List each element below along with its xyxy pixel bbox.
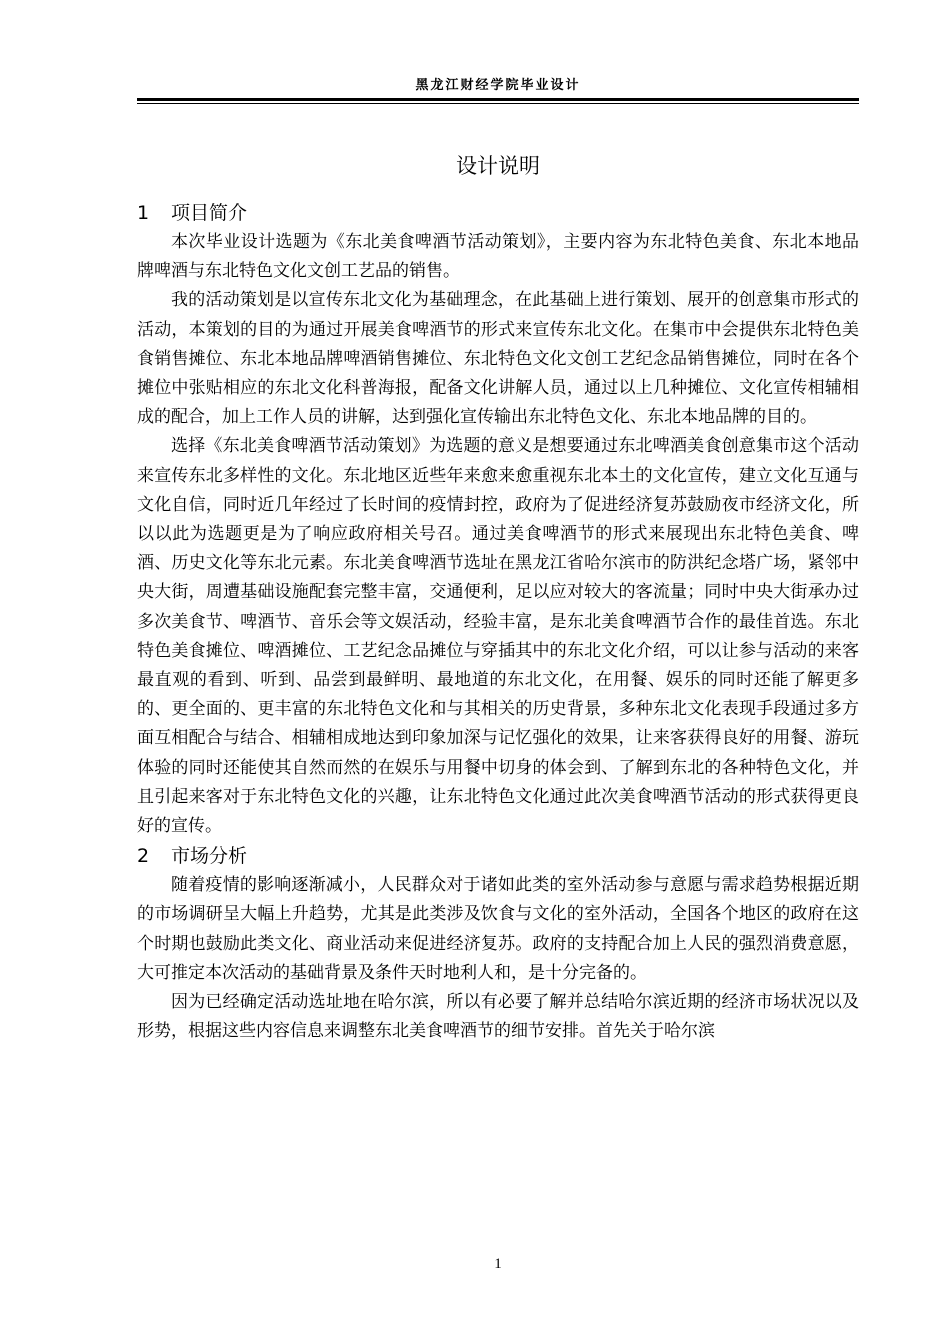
page-body	[137, 146, 859, 1046]
section-heading-text: 项目简介	[171, 202, 248, 224]
header-rule-thick	[137, 98, 859, 101]
header-rule-thin	[137, 103, 859, 104]
section-heading-2	[137, 841, 859, 871]
paragraph: 随着疫情的影响逐渐减小，人民群众对于诸如此类的室外活动参与意愿与需求趋势根据近期的市场调研呈大幅上升趋势，尤其是此类涉及饮食与文化的室外活动，全国各个地区的政府在这个时期也鼓励此类文化、商业活动来促进经济复苏。政府的支持配合加上人民的强烈消费意愿，大可推定本次活动的基础背景及条件天时地利人和，是十分完备的。	[137, 875, 859, 983]
paragraph: 本次毕业设计选题为《东北美食啤酒节活动策划》，主要内容为东北特色美食、东北本地品牌啤酒与东北特色文化文创工艺品的销售。	[137, 232, 859, 282]
page-number: 1	[494, 1256, 502, 1272]
paragraph: 因为已经确定活动选址地在哈尔滨，所以有必要了解并总结哈尔滨近期的经济市场状况以及形势，根据这些内容信息来调整东北美食啤酒节的细节安排。首先关于哈尔滨	[137, 992, 859, 1042]
section-heading-text: 市场分析	[171, 845, 248, 868]
paragraph: 选择《东北美食啤酒节活动策划》为选题的意义是想要通过东北啤酒美食创意集市这个活动来宣传东北多样性的文化。东北地区近些年来愈来愈重视东北本土的文化宣传，建立文化互通与文化自信，同时近几年经过了长时间的疫情封控，政府为了促进经济复苏鼓励夜市经济文化，所以以此为选题更是为了响应政府相关号召。通过美食啤酒节的形式来展现出东北特色美食、啤酒、历史文化等东北元素。东北美食啤酒节选址在黑龙江省哈尔滨市的防洪纪念塔广场，紧邻中央大街，周遭基础设施配套完整丰富，交通便利，足以应对较大的客流量；同时中央大街承办过多次美食节、啤酒节、音乐会等文娱活动，经验丰富，是东北美食啤酒节合作的最佳首选。东北特色美食摊位、啤酒摊位、工艺纪念品摊位与穿插其中的东北文化介绍，可以让参与活动的来客最直观的看到、听到、品尝到最鲜明、最地道的东北文化，在用餐、娱乐的同时还能了解更多的、更全面的、更丰富的东北特色文化和与其相关的历史背景，多种东北文化表现手段通过多方面互相配合与结合、相辅相成地达到印象加深与记忆强化的效果，让来客获得良好的用餐、游玩体验的同时还能使其自然而然的在娱乐与用餐中切身的体会到、了解到东北的各种特色文化，并且引起来客对于东北特色文化的兴趣，让东北特色文化通过此次美食啤酒节活动的形式获得更良好的宣传。	[137, 436, 859, 837]
section-number: 2	[137, 845, 150, 868]
document-title: 设计说明	[456, 154, 540, 178]
section-heading-1	[137, 198, 859, 228]
running-header: 黑龙江财经学院毕业设计	[415, 78, 581, 93]
paragraph: 我的活动策划是以宣传东北文化为基础理念，在此基础上进行策划、展开的创意集市形式的活动，本策划的目的为通过开展美食啤酒节的形式来宣传东北文化。在集市中会提供东北特色美食销售摊位、东北本地品牌啤酒销售摊位、东北特色文化文创工艺纪念品销售摊位，同时在各个摊位中张贴相应的东北文化科普海报，配备文化讲解人员，通过以上几种摊位、文化宣传相辅相成的配合，加上工作人员的讲解，达到强化宣传输出东北特色文化、东北本地品牌的目的。	[137, 290, 859, 428]
section-number: 1	[137, 202, 150, 224]
